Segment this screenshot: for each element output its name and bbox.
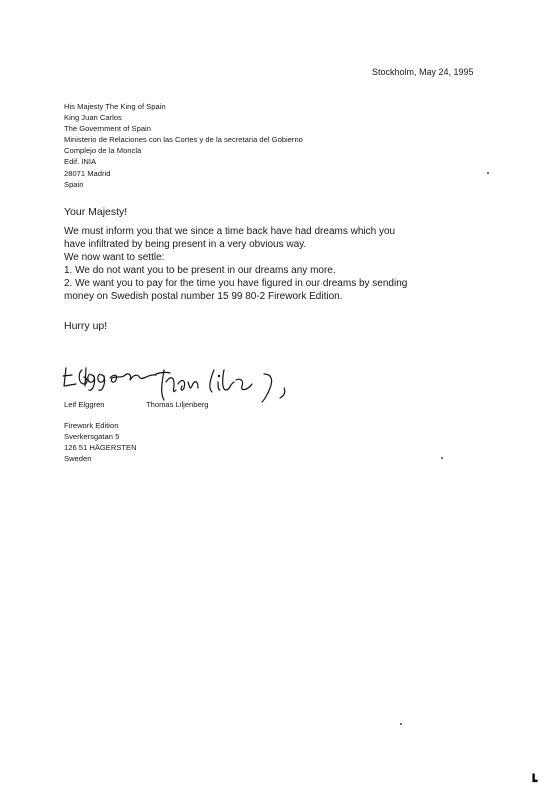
recipient-line: Spain — [64, 179, 84, 189]
letter-body — [64, 225, 484, 304]
signatory-name: Thomas Liljenberg — [146, 400, 209, 409]
recipient-address — [64, 101, 303, 190]
signatory-name: Leif Elggren — [64, 400, 105, 409]
sender-line: Sweden — [64, 453, 92, 463]
scan-speck — [487, 172, 489, 174]
letter-date: Stockholm, May 24, 1995 — [372, 67, 474, 77]
body-line: have infiltrated by being present in a very obvious way. — [64, 239, 307, 251]
sender-line: Firework Edition — [64, 421, 119, 430]
recipient-line: His Majesty The King of Spain — [64, 102, 166, 111]
recipient-line: King Juan Carlos — [64, 113, 122, 123]
closing: Hurry up! — [64, 320, 108, 332]
body-line: We now want to settle: — [64, 252, 165, 264]
salutation: Your Majesty! — [64, 206, 128, 218]
sender-line: Sverkersgatan 5 — [64, 431, 120, 441]
recipient-line: Edif. INIA — [64, 157, 97, 167]
recipient-line: 28071 Madrid — [64, 168, 111, 178]
body-line: 1. We do not want you to be present in our dreams any more. — [64, 265, 336, 277]
recipient-line: Ministerio de Relaciones con las Cortes y de la secretaria del Gobierno — [64, 135, 303, 145]
recipient-line: The Government of Spain — [64, 124, 151, 134]
body-line: 2. We want you to pay for the time you have figured in our dreams by sending — [64, 278, 408, 290]
body-line: money on Swedish postal number 15 99 80-2 Firework Edition. — [64, 291, 343, 303]
recipient-line: Complejo de la Moncla — [64, 146, 142, 156]
body-line: We must inform you that we since a time back have had dreams which you — [64, 226, 396, 237]
scan-speck — [400, 723, 402, 725]
sender-line: 126 51 HÄGERSTEN — [64, 442, 137, 452]
scan-corner-mark: ┗ — [530, 774, 538, 788]
sender-address — [64, 421, 137, 465]
scan-speck — [441, 457, 443, 459]
